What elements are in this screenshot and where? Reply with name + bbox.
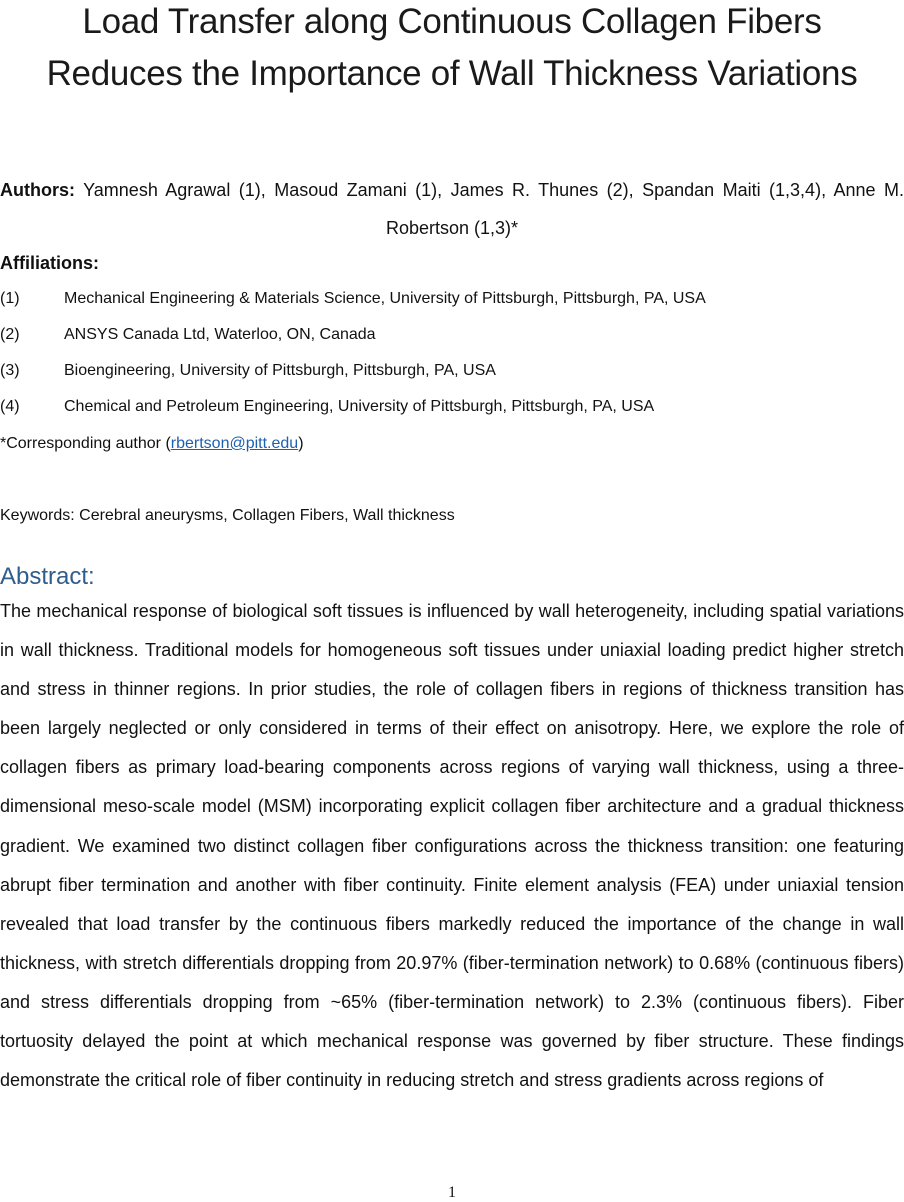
abstract-heading: Abstract: bbox=[0, 563, 95, 590]
corresponding-email-link[interactable]: rbertson@pitt.edu bbox=[170, 435, 299, 452]
authors-names: Yamnesh Agrawal (1), Masoud Zamani (1), James R. Thunes (2), Spandan Maiti (1,3,4), Anne M. Robertson (1,3)* bbox=[83, 180, 904, 238]
affiliation-text: ANSYS Canada Ltd, Waterloo, ON, Canada bbox=[64, 326, 376, 343]
affiliation-number: (2) bbox=[0, 326, 20, 343]
corresponding-prefix: *Corresponding author ( bbox=[0, 435, 171, 452]
affiliations-heading: Affiliations: bbox=[0, 253, 99, 273]
page-number: 1 bbox=[448, 1184, 456, 1201]
abstract-body: The mechanical response of biological soft tissues is influenced by wall heterogeneity, including spatial variations in wall thickness. Traditional models for homogeneous soft tissues under uniaxial loading predict higher stretch and stress in thinner regions. In prior studies, the role of collagen fibers in regions of thickness transition has been largely neglected or only considered in terms of their effect on anisotropy. Here, we explore the role of collagen fibers as primary load-bearing components across regions of varying wall thickness, using a three-dimensional meso-scale model (MSM) incorporating explicit collagen fiber architecture and a gradual thickness gradient. We examined two distinct collagen fiber configurations across the thickness transition: one featuring abrupt fiber termination and another with fiber continuity. Finite element analysis (FEA) under uniaxial tension revealed that load transfer by the continuous fibers markedly reduced the importance of the change in wall thickness, with stretch differentials dropping from 20.97% (fiber-termination network) to 0.68% (continuous fibers) and stress differentials dropping from ~65% (fiber-termination network) to 2.3% (continuous fibers). Fiber tortuosity delayed the point at which mechanical response was governed by fiber structure. These findings demonstrate the critical role of fiber continuity in reducing stretch and stress gradients across regions of bbox=[0, 601, 904, 1091]
affiliation-text: Chemical and Petroleum Engineering, University of Pittsburgh, Pittsburgh, PA, USA bbox=[64, 398, 655, 415]
title-line-2: Reduces the Importance of Wall Thickness Variations bbox=[46, 54, 858, 93]
corresponding-author bbox=[0, 433, 304, 455]
corresponding-suffix: ) bbox=[298, 435, 304, 452]
affiliation-text: Mechanical Engineering & Materials Science, University of Pittsburgh, Pittsburgh, PA, USA bbox=[64, 290, 706, 307]
paper-title bbox=[0, 0, 904, 100]
title-line-1: Load Transfer along Continuous Collagen Fibers bbox=[82, 2, 822, 41]
affiliation-number: (1) bbox=[0, 290, 20, 307]
affiliation-text: Bioengineering, University of Pittsburgh, Pittsburgh, PA, USA bbox=[64, 362, 496, 379]
authors-label: Authors: bbox=[0, 180, 75, 200]
affiliation-number: (3) bbox=[0, 362, 20, 379]
keywords: Keywords: Cerebral aneurysms, Collagen Fibers, Wall thickness bbox=[0, 507, 455, 524]
author-list bbox=[0, 171, 904, 247]
affiliation-number: (4) bbox=[0, 398, 20, 415]
